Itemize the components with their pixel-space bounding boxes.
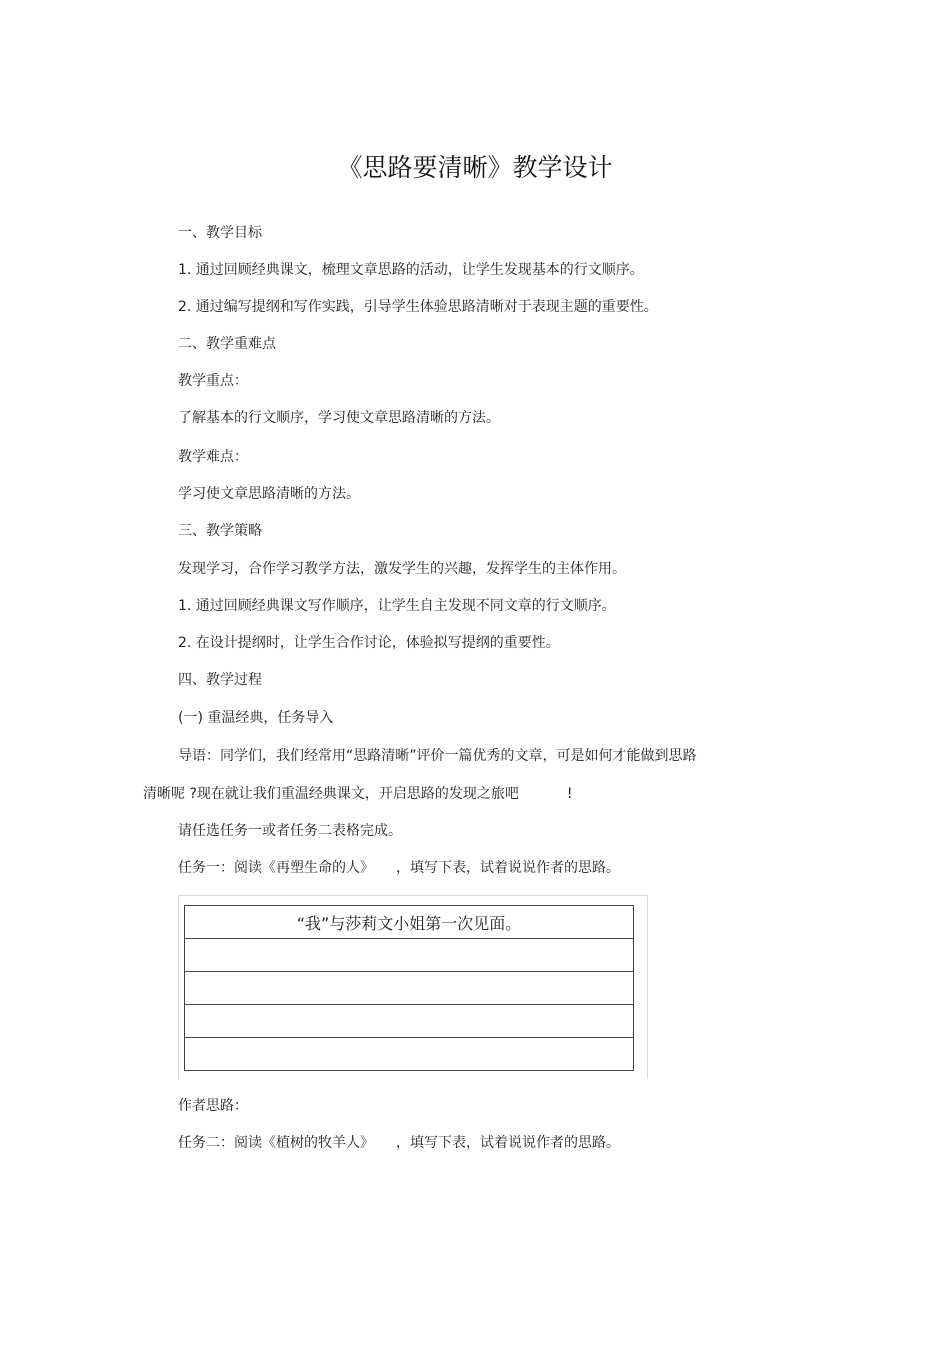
section-heading-process: 四、教学过程 xyxy=(178,672,262,688)
table-cell[interactable] xyxy=(185,1005,634,1038)
table-row xyxy=(185,939,634,972)
difficulty-text: 学习使文章思路清晰的方法。 xyxy=(178,486,360,502)
task-2-line xyxy=(178,1133,620,1153)
key-point-label: 教学重点： xyxy=(178,373,248,389)
table-cell[interactable] xyxy=(185,939,634,972)
strategy-item-1: 1. 通过回顾经典课文写作顺序，让学生自主发现不同文章的行文顺序。 xyxy=(178,598,616,614)
task-1-suffix: ，填写下表，试着说说作者的思路。 xyxy=(396,860,620,876)
goal-item-2: 2. 通过编写提纲和写作实践，引导学生体验思路清晰对于表现主题的重要性。 xyxy=(178,299,658,315)
section-heading-goals: 一、教学目标 xyxy=(178,225,262,241)
table-row xyxy=(185,1038,634,1071)
intro-exclamation: ! xyxy=(566,786,573,802)
task-1-prefix: 任务一：阅读《再塑生命的人》 xyxy=(178,860,374,876)
strategy-item-2: 2. 在设计提纲时，让学生合作讨论，体验拟写提纲的重要性。 xyxy=(178,635,560,651)
task-1-table-frame xyxy=(178,895,648,1079)
intro-text: 清晰呢 ?现在就让我们重温经典课文，开启思路的发现之旅吧 xyxy=(143,786,519,802)
section-heading-key-points: 二、教学重难点 xyxy=(178,336,276,352)
table-cell[interactable] xyxy=(185,1038,634,1071)
table-row xyxy=(185,1005,634,1038)
subsection-heading-1: (一) 重温经典，任务导入 xyxy=(178,710,334,726)
task-2-suffix: ，填写下表，试着说说作者的思路。 xyxy=(396,1135,620,1151)
goal-item-1: 1. 通过回顾经典课文，梳理文章思路的活动，让学生发现基本的行文顺序。 xyxy=(178,262,644,278)
table-cell[interactable]: “我”与莎莉文小姐第一次见面。 xyxy=(185,906,634,939)
table-row xyxy=(185,906,634,939)
key-point-text: 了解基本的行文顺序，学习使文章思路清晰的方法。 xyxy=(178,410,500,426)
author-thinking-label: 作者思路： xyxy=(178,1098,248,1114)
section-heading-strategy: 三、教学策略 xyxy=(178,523,262,539)
table-cell[interactable] xyxy=(185,972,634,1005)
task-1-table xyxy=(184,905,634,1071)
intro-paragraph-line-1: 导语：同学们，我们经常用“思路清晰”评价一篇优秀的文章，可是如何才能做到思路 xyxy=(178,748,697,764)
intro-paragraph-line-2 xyxy=(143,784,573,804)
task-instruction: 请任选任务一或者任务二表格完成。 xyxy=(178,823,402,839)
table-row xyxy=(185,972,634,1005)
strategy-text: 发现学习，合作学习教学方法，激发学生的兴趣，发挥学生的主体作用。 xyxy=(178,561,626,577)
difficulty-label: 教学难点： xyxy=(178,449,248,465)
page-title: 《思路要清晰》教学设计 xyxy=(337,153,613,182)
task-1-line xyxy=(178,858,620,878)
task-2-prefix: 任务二：阅读《植树的牧羊人》 xyxy=(178,1135,374,1151)
